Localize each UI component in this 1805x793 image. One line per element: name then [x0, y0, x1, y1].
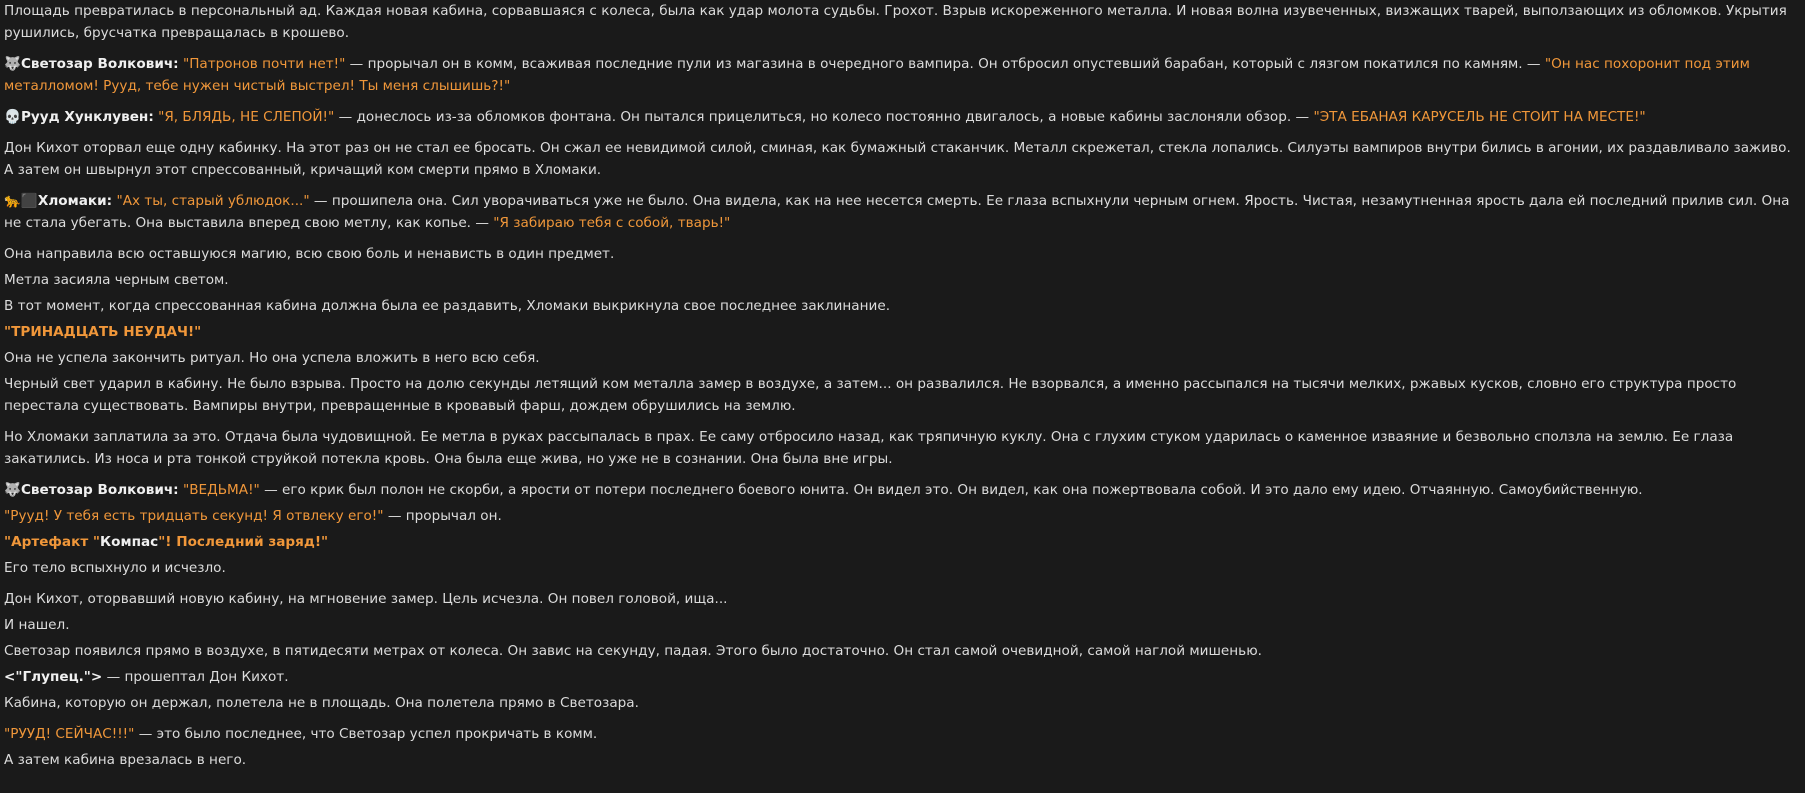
- skull-icon: 💀: [4, 109, 21, 125]
- narration-text: — прошептал Дон Кихот.: [102, 669, 289, 685]
- whisper-quote: <"Глупец.">: [4, 669, 103, 685]
- dialogue-paragraph: [4, 479, 1801, 501]
- narration-paragraph: В тот момент, когда спрессованная кабина должна была ее раздавить, Хломаки выкрикнула свое последнее заклинание.: [4, 298, 891, 314]
- narration-paragraph: А затем кабина врезалась в него.: [4, 752, 247, 768]
- leopard-icon: 🐆⬛: [4, 193, 38, 209]
- narration-paragraph: Площадь превратилась в персональный ад. Каждая новая кабина, сорвавшаяся с колеса, была как удар молота судьбы. Грохот. Взрыв искореженного металла. И новая волна изувеченных, визжащих тварей, выползающих из обломков. Укрытия рушились, брусчатка превращалась в крошево.: [4, 3, 1787, 41]
- narration-paragraph: Его тело вспыхнуло и исчезло.: [4, 560, 226, 576]
- quote: "Он нас похоронит под этим металломом! Рууд, тебе нужен чистый выстрел! Ты меня слышишь?!": [4, 56, 1750, 94]
- dialogue-paragraph: [4, 723, 1801, 745]
- quote: "Артефакт ": [4, 534, 101, 550]
- narration-paragraph: Но Хломаки заплатила за это. Отдача была чудовищной. Ее метла в руках рассыпалась в прах. Ее саму отбросило назад, как тряпичную куклу. Она с глухим стуком ударилась о каменное изваяние и безвольно сползла на землю. Ее глаза закатились. Из носа и рта тонкой струйкой потекла кровь. Она была еще жива, но уже не в сознании. Она была вне игры.: [4, 429, 1734, 467]
- narration-paragraph: Дон Кихот, оторвавший новую кабину, на мгновение замер. Цель исчезла. Он повел головой, ища...: [4, 591, 728, 607]
- quote: "Рууд! У тебя есть тридцать секунд! Я отвлеку его!": [4, 508, 384, 524]
- dialogue-paragraph: [4, 666, 1801, 688]
- quote: "Я, БЛЯДЬ, НЕ СЛЕПОЙ!": [158, 109, 335, 125]
- speaker-name: Светозар Волкович:: [20, 56, 179, 72]
- speaker-name: Светозар Волкович:: [20, 482, 179, 498]
- narration-text: — донеслось из-за обломков фонтана. Он пытался прицелиться, но колесо постоянно двигалось, а новые кабины заслоняли обзор. —: [334, 109, 1314, 125]
- quote: "РУУД! СЕЙЧАС!!!": [4, 726, 135, 742]
- speaker-name: Рууд Хунклувен:: [20, 109, 154, 125]
- narration-paragraph: Черный свет ударил в кабину. Не было взрыва. Просто на долю секунды летящий ком металла замер в воздухе, а затем... он развалился. Не взорвался, а именно рассыпался на тысячи мелких, ржавых кусков, словно его структура просто перестала существовать. Вампиры внутри, превращенные в кровавый фарш, дождем обрушились на землю.: [4, 376, 1737, 414]
- narration-text: — это было последнее, что Светозар успел прокричать в комм.: [134, 726, 598, 742]
- quote: "Ах ты, старый ублюдок...": [116, 193, 310, 209]
- quote: "Я забираю тебя с собой, тварь!": [493, 215, 731, 231]
- dialogue-paragraph: [4, 505, 1801, 527]
- artifact-paragraph: [4, 531, 1801, 553]
- quote: "ВЕДЬМА!": [182, 482, 260, 498]
- narration-paragraph: Метла засияла черным светом.: [4, 272, 229, 288]
- dialogue-paragraph: [4, 53, 1801, 97]
- narration-text: — его крик был полон не скорби, а ярости от потери последнего боевого юнита. Он видел это. Он видел, как она пожертвовала собой. И это дало ему идею. Отчаянную. Самоубийственную.: [259, 482, 1643, 498]
- speaker-name: Хломаки:: [37, 193, 113, 209]
- quote: "! Последний заряд!": [158, 534, 329, 550]
- narration-paragraph: Она направила всю оставшуюся магию, всю свою боль и ненависть в один предмет.: [4, 246, 615, 262]
- narration-paragraph: Она не успела закончить ритуал. Но она успела вложить в него всю себя.: [4, 350, 540, 366]
- dialogue-paragraph: [4, 106, 1801, 128]
- narration-text: — прорычал он в комм, всаживая последние пули из магазина в очередного вампира. Он отбросил опустевший барабан, который с лязгом покатился по камням. —: [345, 56, 1545, 72]
- dialogue-paragraph: [4, 190, 1801, 234]
- spell-paragraph: [4, 321, 1801, 343]
- wolf-icon: 🐺: [4, 56, 21, 72]
- narration-text: — прорычал он.: [383, 508, 502, 524]
- narration-paragraph: Светозар появился прямо в воздухе, в пятидесяти метрах от колеса. Он завис на секунду, падая. Этого было достаточно. Он стал самой очевидной, самой наглой мишенью.: [4, 643, 1262, 659]
- narration-paragraph: Кабина, которую он держал, полетела не в площадь. Она полетела прямо в Светозара.: [4, 695, 639, 711]
- artifact-name: Компас: [100, 534, 159, 550]
- quote: "Патронов почти нет!": [182, 56, 346, 72]
- wolf-icon: 🐺: [4, 482, 21, 498]
- narration-paragraph: И нашел.: [4, 617, 70, 633]
- quote: "ЭТА ЕБАНАЯ КАРУСЕЛЬ НЕ СТОИТ НА МЕСТЕ!": [1313, 109, 1646, 125]
- spell-quote: "ТРИНАДЦАТЬ НЕУДАЧ!": [4, 324, 202, 340]
- narration-text: — прошипела она. Сил уворачиваться уже не было. Она видела, как на нее несется смерть. Ее глаза вспыхнули черным огнем. Ярость. Чистая, незамутненная ярость дала ей последний прилив сил. Она не стала убегать. Она выставила вперед свою метлу, как копье. —: [4, 193, 1790, 231]
- narration-paragraph: Дон Кихот оторвал еще одну кабинку. На этот раз он не стал ее бросать. Он сжал ее невидимой силой, сминая, как бумажный стаканчик. Металл скрежетал, стекла лопались. Силуэты вампиров внутри бились в агонии, их раздавливало заживо. А затем он швырнул этот спрессованный, кричащий ком смерти прямо в Хломаки.: [4, 140, 1791, 178]
